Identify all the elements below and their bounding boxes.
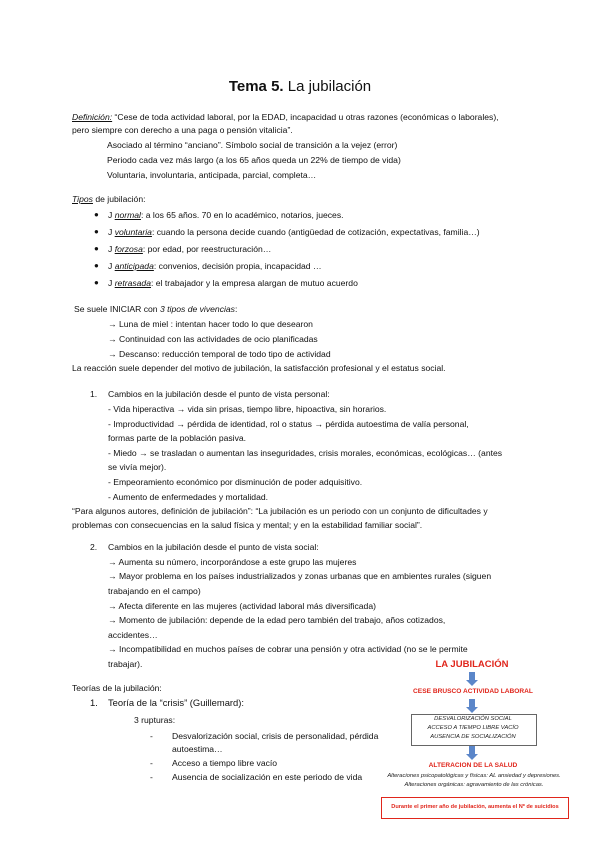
- vivencia-item-2: → Continuidad con las actividades de ocio planificadas: [108, 334, 318, 344]
- bullet-icon: ●: [94, 210, 99, 219]
- social-line: trabajando en el campo): [108, 586, 201, 596]
- personal-line: - Aumento de enfermedades y mortalidad.: [108, 492, 269, 502]
- social-line: → Momento de jubilación: depende de la edad pero también del trabajo, años cotizados,: [108, 615, 446, 625]
- social-line: → Mayor problema en los países industrializados y zonas urbanas que en ambientes rurales (siguen: [108, 571, 492, 581]
- diagram-mid-1: DESVALORIZACIÓN SOCIAL: [434, 716, 512, 722]
- personal-line: - Miedo → se trasladan o aumentan las inseguridades, crisis morales, económicas, ecológicas… (antes: [108, 448, 503, 458]
- quote-line-2: problemas con consecuencias en la salud física y mental; y en la estabilidad familiar social”.: [72, 520, 423, 530]
- social-heading: Cambios en la jubilación desde el punto de vista social:: [108, 542, 319, 552]
- personal-line: se vivía mejor).: [108, 462, 167, 472]
- definition-line-1: Definición: “Cese de toda actividad laboral, por la EDAD, incapacidad u otras razones (económicas o laborales),: [72, 112, 499, 122]
- personal-number: 1.: [90, 389, 98, 399]
- definition-sub-3: Voluntaria, involuntaria, anticipada, parcial, completa…: [107, 170, 317, 180]
- diagram-salud-line-2: Alteraciones orgánicas: agravamiento de las crónicas.: [404, 782, 544, 788]
- personal-line: - Improductividad → pérdida de identidad, rol o status → pérdida autoestima de valía personal,: [108, 419, 469, 429]
- diagram-cese: CESE BRUSCO ACTIVIDAD LABORAL: [413, 688, 533, 695]
- ruptura-item-1-cont: autoestima…: [172, 744, 223, 754]
- teoria-heading: Teoría de la “crisis” (Guillemard):: [108, 697, 244, 708]
- teoria-number: 1.: [90, 697, 98, 708]
- diagram-mid-3: AUSENCIA DE SOCIALIZACIÓN: [430, 734, 516, 740]
- social-line: → Aumenta su número, incorporándose a este grupo las mujeres: [108, 557, 357, 567]
- social-line: → Afecta diferente en las mujeres (actividad laboral más diversificada): [108, 601, 376, 611]
- ruptura-dash: -: [150, 772, 153, 782]
- vivencias-lead: Se suele INICIAR con 3 tipos de vivencias:: [74, 304, 238, 314]
- social-line: trabajar).: [108, 659, 143, 669]
- definition-sub-1: Asociado al término “anciano”. Símbolo social de transición a la vejez (error): [107, 140, 398, 150]
- rupturas-label: 3 rupturas:: [134, 715, 176, 725]
- diagram-title: LA JUBILACIÓN: [435, 659, 509, 670]
- social-line: accidentes…: [108, 630, 158, 640]
- social-line: → Incompatibilidad en muchos países de cobrar una pensión y otra actividad (no se le permite: [108, 644, 468, 654]
- personal-line: - Vida hiperactiva → vida sin prisas, tiempo libre, hipoactiva, sin horarios.: [108, 404, 387, 414]
- teorias-label: Teorías de la jubilación:: [72, 683, 162, 693]
- tipo-item-retrasada: J retrasada: el trabajador y la empresa alargan de mutuo acuerdo: [108, 278, 358, 288]
- ruptura-item-3: Ausencia de socialización en este periodo de vida: [172, 772, 363, 782]
- diagram-suicide-box: [381, 797, 569, 819]
- quote-line-1: “Para algunos autores, definición de jubilación”: “La jubilación es un periodo con un conjunto de dificultades y: [72, 506, 488, 516]
- bullet-icon: ●: [94, 278, 99, 287]
- diagram-suicide-text: Durante el primer año de jubilación, aumenta el Nº de suicidios: [391, 804, 559, 810]
- tipo-item-voluntaria: J voluntaria: cuando la persona decide cuando (antigüedad de cotización, expectativas, familia…): [108, 227, 480, 237]
- page-title: Tema 5. La jubilación: [228, 78, 372, 95]
- vivencia-item-1: → Luna de miel : intentan hacer todo lo que desearon: [108, 319, 313, 329]
- ruptura-dash: -: [150, 758, 153, 768]
- diagram-mid-2: ACCESO A TIEMPO LIBRE VACÍO: [427, 725, 519, 731]
- social-number: 2.: [90, 542, 98, 552]
- tipo-item-normal: J normal: a los 65 años. 70 en lo académico, notarios, jueces.: [108, 210, 344, 220]
- bullet-icon: ●: [94, 261, 99, 270]
- arrow-down-icon: [466, 672, 478, 686]
- tipo-item-forzosa: J forzosa: por edad, por reestructuración…: [108, 244, 272, 254]
- tipos-heading: Tipos de jubilación:: [72, 194, 146, 204]
- vivencia-item-3: → Descanso: reducción temporal de todo tipo de actividad: [108, 349, 331, 359]
- diagram-salud: ALTERACION DE LA SALUD: [428, 762, 518, 769]
- arrow-down-icon: [466, 746, 478, 760]
- arrow-down-icon: [466, 699, 478, 713]
- tipo-item-anticipada: J anticipada: convenios, decisión propia, incapacidad …: [108, 261, 322, 271]
- personal-heading: Cambios en la jubilación desde el punto de vista personal:: [108, 389, 330, 399]
- bullet-icon: ●: [94, 244, 99, 253]
- definition-sub-2: Periodo cada vez más largo (a los 65 años queda un 22% de tiempo de vida): [107, 155, 401, 165]
- bullet-icon: ●: [94, 227, 99, 236]
- personal-line: - Empeoramiento económico por disminución de poder adquisitivo.: [108, 477, 363, 487]
- personal-line: formas parte de la población pasiva.: [108, 433, 247, 443]
- vivencias-closing: La reacción suele depender del motivo de jubilación, la satisfacción profesional y el estatus social.: [72, 363, 446, 373]
- ruptura-item-1: Desvalorización social, crisis de personalidad, pérdida: [172, 731, 379, 741]
- ruptura-dash: -: [150, 731, 153, 741]
- definition-line-2: pero siempre con derecho a una paga o pensión vitalicia”.: [72, 125, 293, 135]
- diagram-salud-line-1: Alteraciones psicopatológicas y físicas: AL ansiedad y depresiones.: [387, 773, 561, 779]
- ruptura-item-2: Acceso a tiempo libre vacío: [172, 758, 278, 768]
